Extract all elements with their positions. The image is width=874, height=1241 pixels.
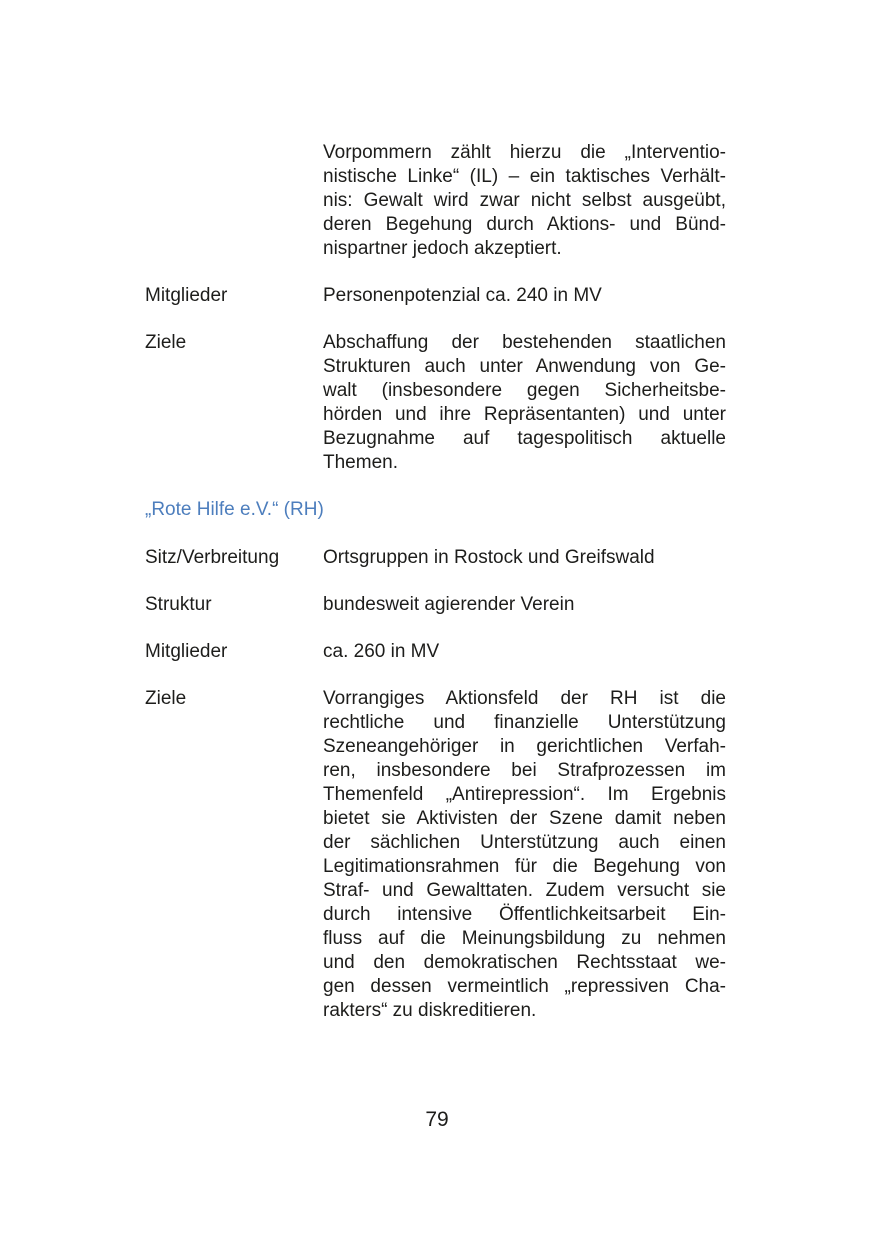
- text-line: der sächlichen Unterstützung auch einen: [323, 832, 726, 853]
- text-line: ren, insbesondere bei Strafprozessen im: [323, 760, 726, 781]
- entry-row: [145, 546, 726, 570]
- entry-value: [323, 331, 726, 475]
- entry-label: Ziele: [145, 688, 187, 709]
- entry-value: [323, 284, 726, 308]
- text-line: Vorrangiges Aktionsfeld der RH ist die: [323, 688, 726, 709]
- text-line: Ortsgruppen in Rostock und Greifswald: [323, 547, 655, 568]
- entry-value: [323, 141, 726, 261]
- entry-row: [145, 640, 726, 664]
- entry-label: Struktur: [145, 594, 212, 615]
- entry-value: [323, 687, 726, 1023]
- text-line: bundesweit agierender Verein: [323, 594, 575, 615]
- entry-row: [145, 284, 726, 308]
- entry-label: Ziele: [145, 332, 187, 353]
- text-line: Szeneangehöriger in gerichtlichen Verfah-: [323, 736, 726, 757]
- text-line: Abschaffung der bestehenden staatlichen: [323, 332, 726, 353]
- text-line: bietet sie Aktivisten der Szene damit neben: [323, 808, 726, 829]
- entry-row: [145, 687, 726, 1023]
- text-line: nispartner jedoch akzeptiert.: [323, 238, 562, 259]
- entry-value: [323, 546, 726, 570]
- text-line: ca. 260 in MV: [323, 641, 440, 662]
- entry-label: Mitglieder: [145, 641, 228, 662]
- text-line: hörden und ihre Repräsentanten) und unter: [323, 404, 726, 425]
- entry-value: [323, 640, 726, 664]
- text-line: Strukturen auch unter Anwendung von Ge-: [323, 356, 726, 377]
- text-line: fluss auf die Meinungsbildung zu nehmen: [323, 928, 726, 949]
- document-content: [145, 141, 726, 1046]
- text-line: Legitimationsrahmen für die Begehung von: [323, 856, 726, 877]
- text-line: rechtliche und finanzielle Unterstützung: [323, 712, 726, 733]
- entry-row: [145, 593, 726, 617]
- text-line: Themen.: [323, 452, 398, 473]
- entry-row: [145, 141, 726, 261]
- text-line: und den demokratischen Rechtsstaat we-: [323, 952, 726, 973]
- text-line: Bezugnahme auf tagespolitisch aktuelle: [323, 428, 726, 449]
- text-line: nistische Linke“ (IL) – ein taktisches Verhält-: [323, 166, 726, 187]
- entry-label: Mitglieder: [145, 285, 228, 306]
- text-line: durch intensive Öffentlichkeitsarbeit Ein-: [323, 904, 726, 925]
- text-line: walt (insbesondere gegen Sicherheitsbe-: [323, 380, 726, 401]
- text-line: Vorpommern zählt hierzu die „Interventio-: [323, 142, 726, 163]
- page-number: 79: [425, 1108, 449, 1131]
- section-heading: „Rote Hilfe e.V.“ (RH): [145, 499, 324, 520]
- text-line: rakters“ zu diskreditieren.: [323, 1000, 537, 1021]
- text-line: nis: Gewalt wird zwar nicht selbst ausgeübt,: [323, 190, 726, 211]
- text-line: Straf- und Gewalttaten. Zudem versucht sie: [323, 880, 726, 901]
- entry-label: [145, 141, 323, 261]
- entry-label: Sitz/Verbreitung: [145, 547, 280, 568]
- entry-value: [323, 593, 726, 617]
- text-line: deren Begehung durch Aktions- und Bünd-: [323, 214, 726, 235]
- text-line: Themenfeld „Antirepression“. Im Ergebnis: [323, 784, 726, 805]
- entry-row: [145, 331, 726, 475]
- text-line: gen dessen vermeintlich „repressiven Cha-: [323, 976, 726, 997]
- text-line: Personenpotenzial ca. 240 in MV: [323, 285, 602, 306]
